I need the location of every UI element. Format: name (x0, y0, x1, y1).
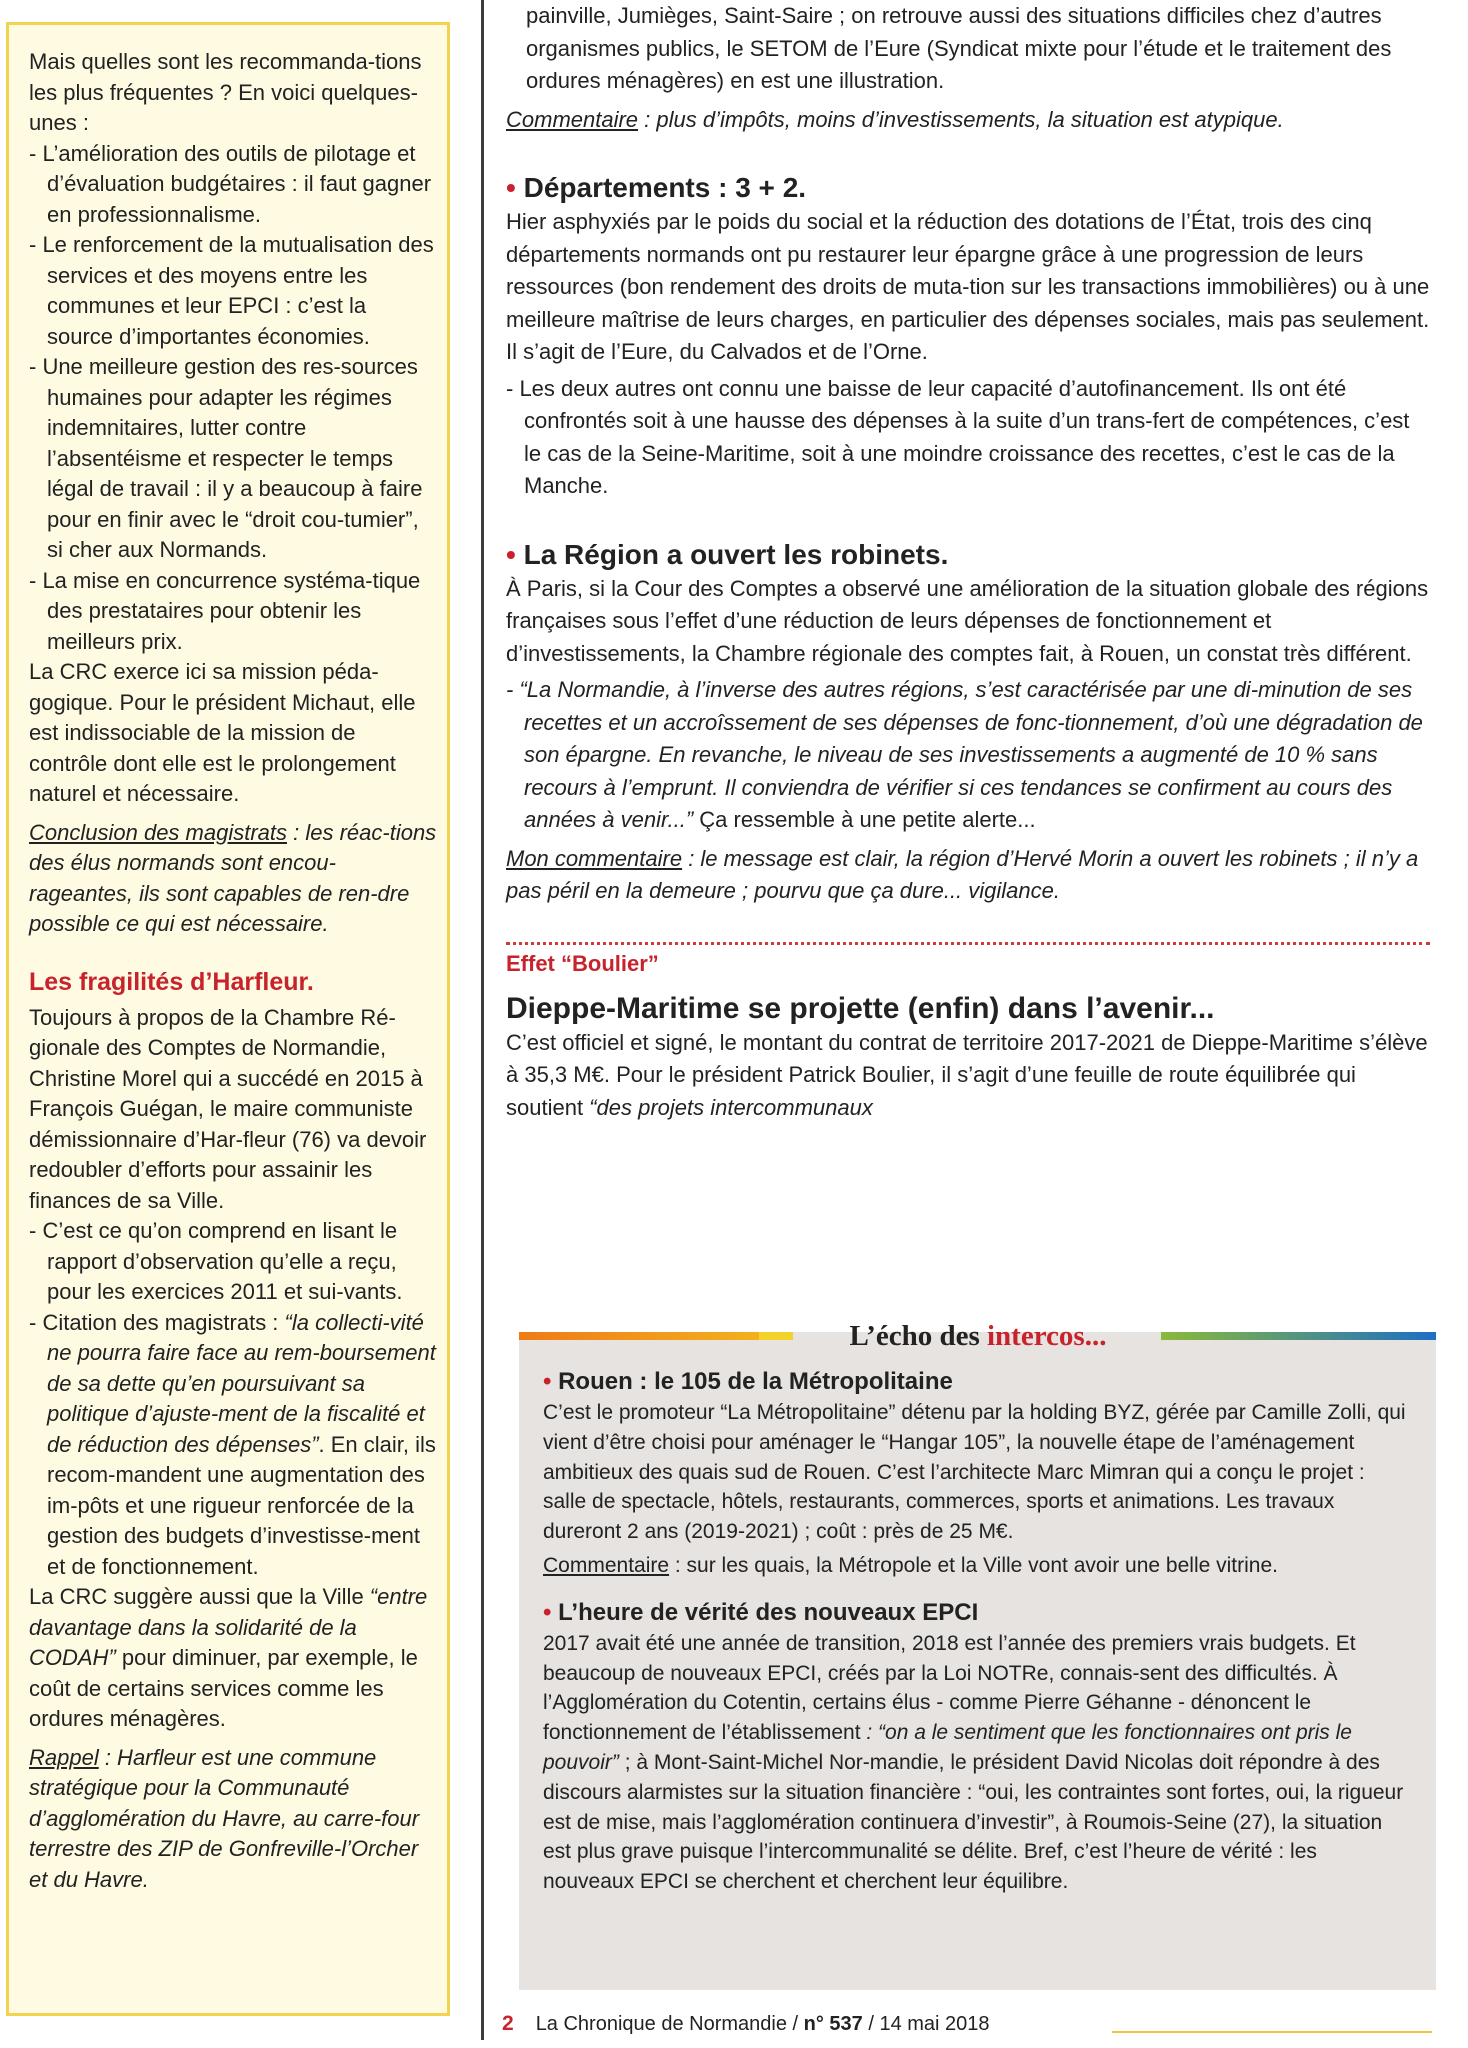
conclusion-label: Conclusion des magistrats (29, 819, 288, 845)
right-column (506, 0, 1430, 1124)
epci-text-b: ; à Mont-Saint-Michel Nor-mandie, le président David Nicolas doit répondre à des discours alarmistes sur la situation financière : “oui, les contraintes sont fortes, oui, la rigueur est de mise, mais l’agglomération continuera d’investir”, à Roumois-Seine (27), la situation est plus grave puisque l’intercommunalité se délite. Bref, c’est l’heure de vérité : les nouveaux EPCI se cherchent et cherchent leur équilibre. (543, 1750, 1404, 1894)
conclusion-paragraph (29, 818, 437, 940)
rouen-paragraph: C’est le promoteur “La Métropolitaine” détenu par la holding BYZ, gérée par Camille Zolli, qui vient d’être choisi pour aménager le “Hangar 105”, la nouvelle étape de l’aménagement ambitieux des quais sud de Rouen. C’est l’architecte Marc Mimran qui a conçu le projet : salle de spectacle, hôtels, restaurants, commerces, sports et animations. Les travaux dureront 2 ans (2019-2021) ; coût : près de 25 M€. (543, 1401, 1406, 1544)
continued-paragraph: painville, Jumièges, Saint-Saire ; on retrouve aussi des situations difficiles chez d’autres organismes publics, le SETOM de l’Eure (Syndicat mixte pour l’étude et le traitement des ordures ménagères) en est une illustration. (526, 3, 1392, 93)
conclusion-text: : les réac-tions des élus normands sont encou-rageantes, ils sont capables de ren-dre possible ce qui est nécessaire. (29, 819, 437, 936)
dieppe-headline: Dieppe-Maritime se projette (enfin) dans l’avenir... (506, 991, 1215, 1025)
dieppe-text: C’est officiel et signé, le montant du contrat de territoire 2017-2021 de Dieppe-Maritime s’élève à 35,3 M€. Pour le président Patrick Boulier, il s’agit d’une feuille de route équilibrée qui soutient (506, 1029, 1428, 1120)
harfleur-item: - C’est ce qu’on comprend en lisant le rapport d’observation qu’elle a reçu, pour les exercices 2011 et sui-vants. (29, 1218, 403, 1304)
comment-paragraph (506, 104, 1430, 137)
bullet-icon: • (543, 1368, 552, 1395)
page-number: 2 (502, 2012, 514, 2035)
rappel-label: Rappel (29, 1744, 99, 1770)
crc-mission-paragraph: La CRC exerce ici sa mission péda-gogique. Pour le président Michaut, elle est indissociable de la mission de contrôle dont elle est le prolongement naturel et nécessaire. (29, 659, 416, 806)
rappel-paragraph (29, 1743, 437, 1896)
column-divider (481, 0, 484, 2040)
bullet-icon: • (506, 538, 516, 570)
bullet-icon: • (506, 172, 516, 203)
harfleur-paragraph: Toujours à propos de la Chambre Ré-gionale des Comptes de Normandie, Christine Morel qui a succédé en 2015 à François Guégan, le maire communiste démissionnaire d’Har-fleur (76) va devoir redoubler d’efforts pour assainir les finances de sa Ville. (29, 1004, 427, 1213)
harfleur-quote-intro: - Citation des magistrats : (29, 1309, 285, 1335)
crc-suggestion-outro: pour diminuer, par exemple, le coût de certains services comme les ordures ménagères. (29, 1645, 418, 1731)
rouen-title: Rouen : le 105 de la Métropolitaine (558, 1368, 953, 1395)
recommendation-item: - L’amélioration des outils de pilotage et d’évaluation budgétaires : il faut gagner en professionnalisme. (29, 140, 432, 227)
intercos-title-a: L’écho des (849, 1320, 987, 1352)
intercos-title (803, 1320, 1153, 1353)
departements-paragraph: Hier asphyxiés par le poids du social et la réduction des dotations de l’État, trois des cinq départements normands ont pu restaurer leur épargne grâce à une progression de leurs ressources (bon rendement des droits de muta-tion sur les transactions immobilières) ou à une meilleure maîtrise de leurs charges, en particulier des dépenses sociales, mais pas seulement. Il s’agit de l’Eure, du Calvados et de l’Orne. (506, 209, 1430, 364)
harfleur-quote-item (29, 1308, 437, 1583)
harfleur-heading: Les fragilités d’Harfleur. (29, 967, 314, 996)
color-bar-left-yellow (759, 1332, 793, 1340)
rappel-text: : Harfleur est une commune stratégique pour la Communauté d’agglomération du Havre, au carre-four terrestre des ZIP de Gonfreville-l’Orcher et du Havre. (29, 1744, 420, 1892)
region-title: La Région a ouvert les robinets. (523, 538, 949, 570)
rouen-heading (543, 1368, 1413, 1396)
color-bar-left (519, 1332, 759, 1340)
epci-text-a: 2017 avait été une année de transition, 2018 est l’année des premiers vrais budgets. Et beaucoup de nouveaux EPCI, créés par la Loi NOTRe, connais-sent des difficultés. À l’Agglomération du Cotentin, certains élus - comme Pierre Géhanne - dénoncent le fonctionnement de l’établissement (543, 1631, 1356, 1745)
region-heading (506, 537, 1430, 573)
region-quote-item (506, 674, 1430, 837)
dieppe-quote: “des projets intercommunaux (589, 1094, 873, 1120)
region-paragraph: À Paris, si la Cour des Comptes a observé une amélioration de la situation globale des régions françaises sous l’effet d’une réduction de leurs dépenses de fonctionnement et d’investissements, la Chambre régionale des comptes fait, à Rouen, un constat très différent. (506, 575, 1429, 666)
epci-paragraph (543, 1629, 1413, 1897)
issue-number: n° 537 (803, 2013, 863, 2035)
departements-title: Départements : 3 + 2. (523, 172, 807, 203)
recommendation-item: - Une meilleure gestion des res-sources humaines pour adapter les régimes indemnitaires, lutter contre l’absentéisme et respecter le temps légal de travail : il y a beaucoup à faire pour en finir avec le “droit cou-tumier”, si cher aux Normands. (29, 354, 423, 562)
issue-date: / 14 mai 2018 (862, 2013, 990, 2035)
crc-suggestion-quote: “entre davantage dans la solidarité de la CODAH” (29, 1584, 428, 1670)
harfleur-quote-outro: . En clair, ils recom-mandent une augmentation des im-pôts et une rigueur renforcée de la gestion des budgets d’investisse-ment et de fonctionnement. (47, 1431, 436, 1579)
departements-heading (506, 170, 1430, 206)
epci-quote: : “on a le sentiment que les fonctionnaires ont pris le pouvoir” (543, 1721, 1352, 1774)
intercos-body (543, 1368, 1413, 1897)
crc-suggestion-paragraph (29, 1582, 437, 1735)
dieppe-paragraph (506, 1027, 1430, 1125)
comment-label: Commentaire (506, 106, 639, 132)
epci-title: L’heure de vérité des nouveaux EPCI (558, 1598, 979, 1626)
crc-suggestion-intro: La CRC suggère aussi que la Ville (29, 1584, 370, 1609)
kicker-label: Effet “Boulier” (506, 950, 659, 976)
departements-section (506, 170, 1430, 503)
recommendation-item: - Le renforcement de la mutualisation des services et des moyens entre les communes et leur EPCI : c’est la source d’importantes économies. (29, 232, 434, 349)
color-bar-right (1161, 1332, 1436, 1340)
my-comment-label: Mon commentaire (506, 845, 683, 871)
footer-rule (1112, 2031, 1432, 2033)
region-section (506, 537, 1430, 908)
harfleur-quote: “la collecti-vité ne pourra faire face au rem-boursement de sa dette qu’en poursuivant sa politique d’ajuste-ment de la fiscalité et de réduction des dépenses” (47, 1309, 436, 1457)
region-quote-tail: Ça ressemble à une petite alerte... (693, 807, 1036, 832)
dotted-separator (506, 942, 1430, 945)
my-comment-paragraph (506, 843, 1430, 908)
intercos-box (519, 1320, 1436, 1990)
intercos-title-b: intercos... (987, 1320, 1107, 1352)
rouen-comment (543, 1551, 1413, 1581)
comment-text: : plus d’impôts, moins d’investissements, la situation est atypique. (638, 106, 1284, 132)
region-quote: - “La Normandie, à l’inverse des autres régions, s’est caractérisée par une di-minution de ses recettes et un accroîssement de ses dépenses de fonc-tionnement, d’où une dégradation de son épargne. En revanche, le niveau de ses investissements a augmenté de 10 % sans recours à l’emprunt. Il conviendra de vérifier si ces tendances se confirment au cours des années à venir...” (506, 677, 1423, 832)
rouen-comment-label: Commentaire (543, 1553, 670, 1577)
left-column-box (6, 22, 450, 2016)
recommendations-intro: Mais quelles sont les recommanda-tions les plus fréquentes ? En voici quelques-unes : (29, 49, 422, 135)
bullet-icon: • (543, 1598, 552, 1626)
my-comment-text: : le message est clair, la région d’Hervé Morin a ouvert les robinets ; il n’y a pas péril en la demeure ; pourvu que ça dure... vigilance. (506, 845, 1419, 903)
page-footer (502, 2012, 990, 2036)
epci-heading (543, 1599, 1413, 1627)
recommendation-item: - La mise en concurrence systéma-tique des prestataires pour obtenir les meilleurs prix. (29, 567, 421, 654)
departements-item: - Les deux autres ont connu une baisse de leur capacité d’autofinancement. Ils ont été confrontés soit à une hausse des dépenses à la suite d’un trans-fert de compétences, c’est le cas de la Seine-Maritime, soit à une moindre croissance des recettes, c’est le cas de la Manche. (506, 375, 1410, 498)
publication-name: La Chronique de Normandie / (535, 2013, 804, 2035)
rouen-comment-text: : sur les quais, la Métropole et la Ville vont avoir une belle vitrine. (669, 1553, 1278, 1577)
